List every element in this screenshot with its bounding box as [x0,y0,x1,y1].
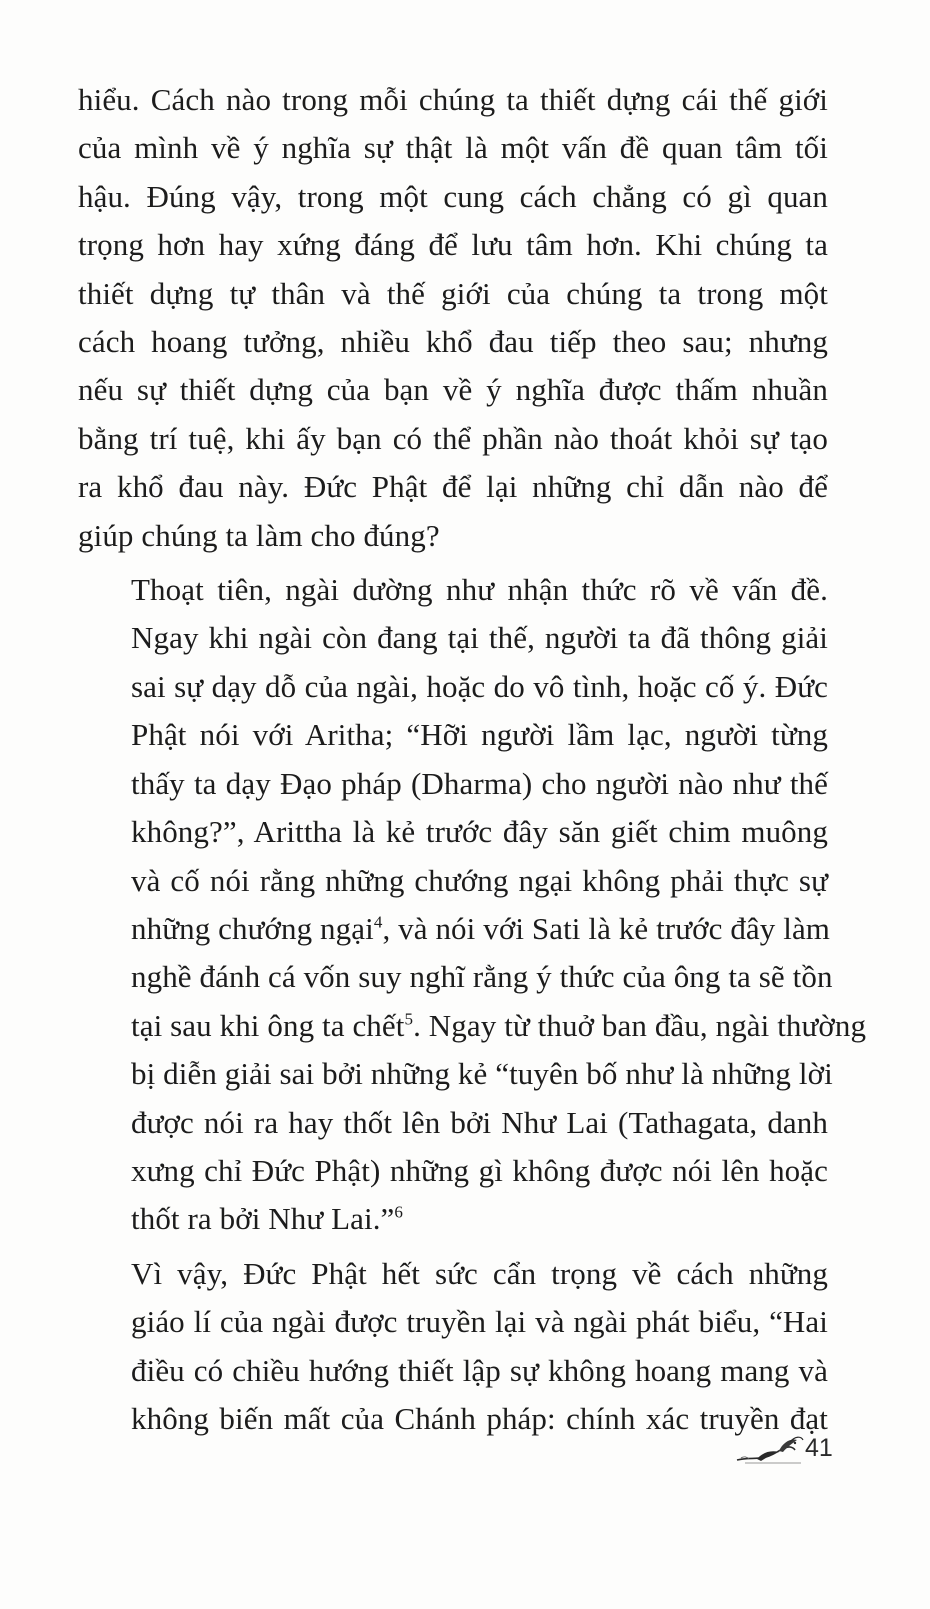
text-line: và cố nói rằng những chướng ngại không phải thực sự [131,862,828,898]
text-fragment: . Ngay từ thuở ban đầu, ngài thường [413,1007,867,1043]
paragraph-2 [78,566,867,1244]
text-line: thiết dựng tự thân và thế giới của chúng ta trong một [78,275,828,311]
text-fragment: những chướng ngại [131,910,374,946]
text-line: của mình về ý nghĩa sự thật là một vấn đề quan tâm tối [78,130,828,166]
text-fragment: thốt ra bởi Như Lai.” [131,1201,395,1237]
text-line: điều có chiều hướng thiết lập sự không hoang mang và [131,1352,828,1388]
text-line: nếu sự thiết dựng của bạn về ý nghĩa được thấm nhuần [78,372,828,408]
body-text [78,76,867,1443]
footnote-marker: 5 [404,1009,414,1029]
text-line: bị diễn giải sai bởi những kẻ “tuyên bố như là những lời [131,1056,833,1092]
text-fragment: tại sau khi ông ta chết [131,1007,405,1043]
text-line: Ngay khi ngài còn đang tại thế, người ta đã thông giải [131,620,828,656]
text-line: nghề đánh cá vốn suy nghĩ rằng ý thức của ông ta sẽ tồn [131,959,833,995]
text-line [78,1195,828,1243]
text-line: thấy ta dạy Đạo pháp (Dharma) cho người nào như thế [131,765,828,801]
text-line: hậu. Đúng vậy, trong một cung cách chẳng có gì quan [78,178,828,214]
page-number: 41 [805,1434,833,1462]
page-footer [735,1430,833,1470]
text-line: hiểu. Cách nào trong mỗi chúng ta thiết dựng cái thế giới [78,82,828,117]
paragraph-1 [78,76,828,560]
text-line: Vì vậy, Đức Phật hết sức cẩn trọng về cách những [131,1255,828,1291]
text-line: sai sự dạy dỗ của ngài, hoặc do vô tình, hoặc cố ý. Đức [131,668,828,704]
text-line: không biến mất của Chánh pháp: chính xác truyền đạt [131,1400,828,1436]
text-line: giáo lí của ngài được truyền lại và ngài phát biểu, “Hai [131,1304,828,1340]
text-line: được nói ra hay thốt lên bởi Như Lai (Tathagata, danh [131,1104,828,1140]
text-line: cách hoang tưởng, nhiều khổ đau tiếp theo sau; nhưng [78,324,828,360]
bird-ornament-icon [735,1430,805,1470]
text-line: bằng trí tuệ, khi ấy bạn có thể phần nào thoát khỏi sự tạo [78,420,828,456]
text-fragment: , và nói với Sati là kẻ trước đây làm [382,910,831,946]
text-line: Thoạt tiên, ngài dường như nhận thức rõ về vấn đề. [131,572,828,608]
text-line: giúp chúng ta làm cho đúng? [78,517,440,553]
text-line: xưng chỉ Đức Phật) những gì không được nói lên hoặc [131,1152,828,1188]
footnote-marker: 4 [373,912,383,932]
text-line: không?”, Arittha là kẻ trước đây săn giết chim muông [131,814,828,850]
text-line [78,905,831,953]
paragraph-3 [78,1250,828,1444]
footnote-marker: 6 [394,1203,404,1223]
text-line: Phật nói với Aritha; “Hỡi người lầm lạc, người từng [131,717,828,753]
text-line [78,1002,867,1050]
text-line: trọng hơn hay xứng đáng để lưu tâm hơn. Khi chúng ta [78,227,828,263]
text-line: ra khổ đau này. Đức Phật để lại những chỉ dẫn nào để [78,469,828,505]
